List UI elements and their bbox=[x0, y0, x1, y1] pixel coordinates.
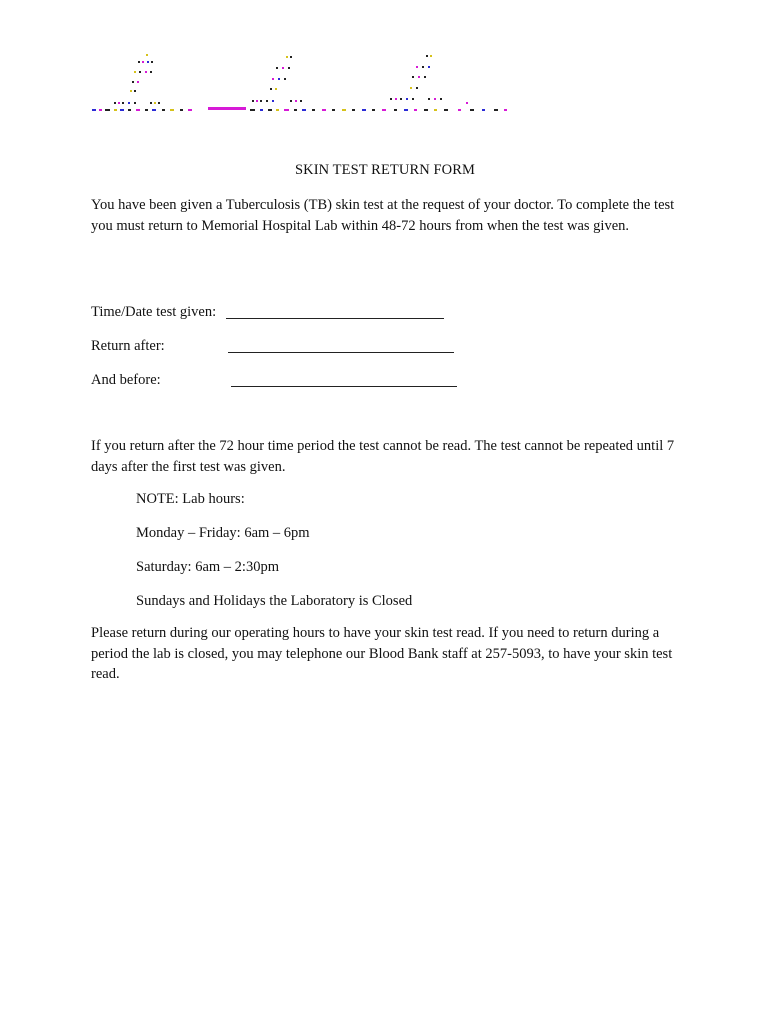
intro-paragraph: You have been given a Tuberculosis (TB) skin test at the request of your doctor. To complete the test you must return to Memorial Hospital Lab within 48-72 hours from when the test was given. bbox=[91, 197, 675, 234]
saturday-hours: Saturday: 6am – 2:30pm bbox=[136, 559, 279, 575]
time-date-given-blank-line[interactable] bbox=[226, 318, 444, 319]
weekday-hours: Monday – Friday: 6am – 6pm bbox=[136, 525, 310, 541]
hospital-logo-graphic bbox=[90, 50, 515, 116]
lab-hours-note: NOTE: Lab hours: bbox=[136, 491, 245, 507]
warning-paragraph: If you return after the 72 hour time period the test cannot be read. The test cannot be repeated until 7 days after the first test was given. bbox=[91, 438, 675, 475]
time-date-given-label: Time/Date test given: bbox=[91, 304, 217, 320]
and-before-field bbox=[91, 370, 161, 390]
logo-dots bbox=[114, 54, 468, 104]
time-date-given-field bbox=[91, 302, 216, 322]
logo-text-artifact bbox=[90, 107, 515, 111]
form-title: SKIN TEST RETURN FORM bbox=[294, 162, 476, 178]
return-after-label: Return after: bbox=[91, 338, 165, 354]
return-after-blank-line[interactable] bbox=[228, 352, 454, 353]
return-after-field bbox=[91, 336, 165, 356]
and-before-blank-line[interactable] bbox=[231, 386, 457, 387]
and-before-label: And before: bbox=[91, 372, 161, 388]
closed-days: Sundays and Holidays the Laboratory is Closed bbox=[136, 593, 413, 609]
closing-paragraph: Please return during our operating hours to have your skin test read. If you need to return during a period the lab is closed, you may telephone our Blood Bank staff at 257-5093, to have your skin test read. bbox=[91, 625, 673, 682]
